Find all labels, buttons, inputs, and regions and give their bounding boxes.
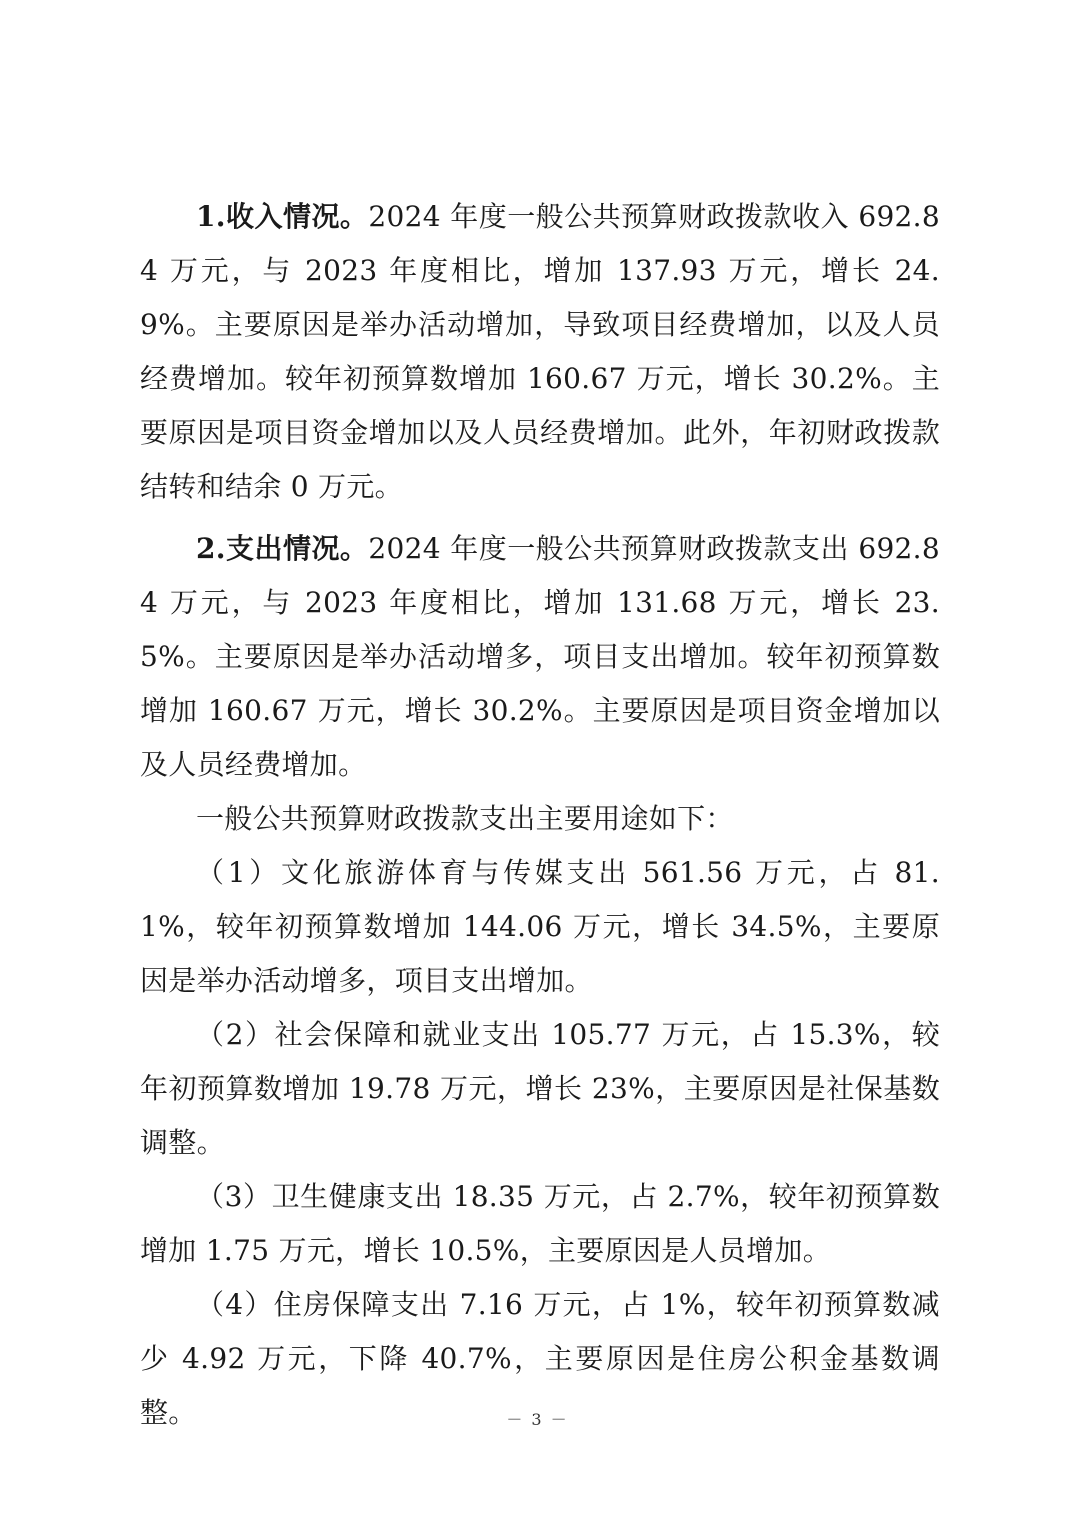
uses-intro: 一般公共预算财政拨款支出主要用途如下：: [196, 802, 734, 835]
use-item-social-security: （2）社会保障和就业支出 105.77 万元，占 15.3%，较年初预算数增加 19.78 万元，增长 23%，主要原因是社保基数调整。: [140, 1018, 940, 1159]
document-body: [140, 190, 940, 1440]
expenditure-paragraph: [140, 522, 940, 792]
income-text: 2024 年度一般公共预算财政拨款收入 692.84 万元，与 2023 年度相比，增加 137.93 万元，增长 24.9%。主要原因是举办活动增加，导致项目经费增加，以及人员经费增加。较年初预算数增加 160.67 万元，增长 30.2%。主要原因是项目资金增加以及人员经费增加。此外，年初财政拨款结转和结余 0 万元。: [140, 200, 940, 503]
income-paragraph: [140, 190, 940, 514]
page-number: － 3 －: [506, 1410, 569, 1429]
expenditure-text: 2024 年度一般公共预算财政拨款支出 692.84 万元，与 2023 年度相比，增加 131.68 万元，增长 23.5%。主要原因是举办活动增多，项目支出增加。较年初预算数增加 160.67 万元，增长 30.2%。主要原因是项目资金增加以及人员经费增加。: [140, 532, 940, 781]
income-heading: 1.收入情况。: [196, 200, 369, 233]
use-item-culture: （1）文化旅游体育与传媒支出 561.56 万元，占 81.1%，较年初预算数增加 144.06 万元，增长 34.5%，主要原因是举办活动增多，项目支出增加。: [140, 856, 940, 997]
use-item-housing: （4）住房保障支出 7.16 万元，占 1%，较年初预算数减少 4.92 万元，下降 40.7%，主要原因是住房公积金基数调整。: [140, 1288, 940, 1429]
use-item-health: （3）卫生健康支出 18.35 万元，占 2.7%，较年初预算数增加 1.75 万元，增长 10.5%，主要原因是人员增加。: [140, 1180, 940, 1267]
expenditure-heading: 2.支出情况。: [196, 532, 369, 565]
